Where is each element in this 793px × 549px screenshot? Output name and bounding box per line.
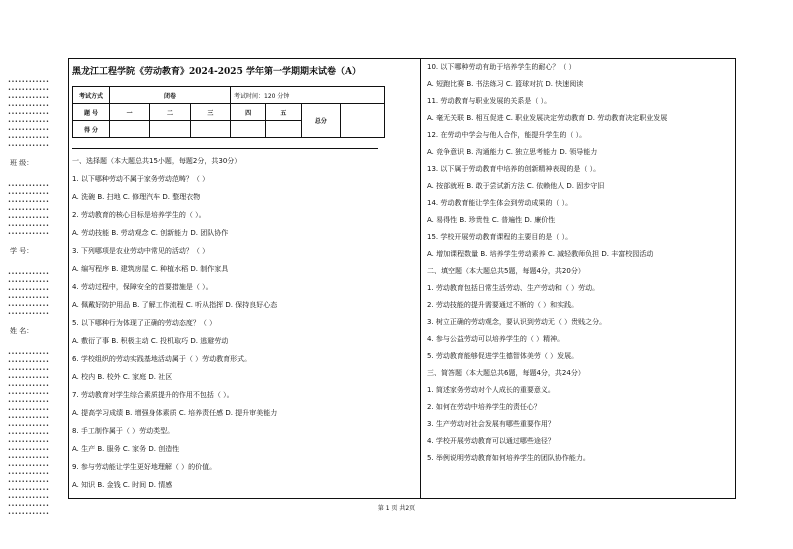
page-footer: 第 1 页 共2页 bbox=[377, 505, 416, 512]
binding-dots-18: •••••••••••• bbox=[8, 287, 50, 293]
binding-dots-top: •••••••••••• bbox=[8, 79, 50, 85]
binding-dots-41: •••••••••••• bbox=[8, 503, 50, 509]
binding-dots-6: •••••••••••• bbox=[8, 127, 50, 133]
binding-dots-29: •••••••••••• bbox=[8, 407, 50, 413]
question-text: 2. 劳动技能的提升需要通过不断的（ ）和实践。 bbox=[427, 301, 579, 309]
binding-dots-12: •••••••••••• bbox=[8, 207, 50, 213]
question-text: 12. 在劳动中学会与他人合作，能提升学生的（ ）。 bbox=[427, 131, 587, 139]
binding-dots-11: •••••••••••• bbox=[8, 199, 50, 205]
binding-dots-1: •••••••••••• bbox=[8, 87, 50, 93]
question-text: 13. 以下属于劳动教育中培养的创新精神表现的是（ ）。 bbox=[427, 165, 601, 173]
question-text: 1. 劳动教育包括日常生活劳动、生产劳动和（ ）劳动。 bbox=[427, 284, 600, 292]
binding-dots-8: •••••••••••• bbox=[8, 143, 50, 149]
header-separator bbox=[72, 148, 378, 149]
binding-dots-27: •••••••••••• bbox=[8, 391, 50, 397]
total-score-cell bbox=[341, 104, 385, 138]
binding-dots-22: •••••••••••• bbox=[8, 351, 50, 357]
binding-dots-31: •••••••••••• bbox=[8, 423, 50, 429]
binding-dots-32: •••••••••••• bbox=[8, 431, 50, 437]
score-cell-5 bbox=[266, 121, 301, 138]
question-text: 14. 劳动教育能让学生体会到劳动成果的（ ）。 bbox=[427, 199, 573, 207]
total-label: 总分 bbox=[301, 104, 341, 138]
exam-time: 考试时间：120 分钟 bbox=[231, 87, 385, 104]
question-text: 7. 劳动教育对学生综合素质提升的作用不包括（ ）。 bbox=[72, 391, 234, 399]
binding-dots-21: •••••••••••• bbox=[8, 311, 50, 317]
binding-dots-14: •••••••••••• bbox=[8, 223, 50, 229]
binding-dots-2: •••••••••••• bbox=[8, 95, 50, 101]
answer-options: A. 知识 B. 金钱 C. 时间 D. 情感 bbox=[72, 481, 173, 489]
question-text: 3. 树立正确的劳动观念，要认识到劳动无（ ）贵贱之分。 bbox=[427, 318, 607, 326]
exam-title: 黑龙江工程学院《劳动教育》2024-2025 学年第一学期期末试卷（A） bbox=[72, 67, 361, 77]
question-text: 15. 学校开展劳动教育课程的主要目的是（ ）。 bbox=[427, 233, 573, 241]
binding-dots-24: •••••••••••• bbox=[8, 367, 50, 373]
question-text: 4. 学校开展劳动教育可以通过哪些途径？ bbox=[427, 437, 555, 445]
answer-options: A. 易得性 B. 珍贵性 C. 普遍性 D. 廉价性 bbox=[427, 216, 556, 224]
binding-dots-28: •••••••••••• bbox=[8, 399, 50, 405]
question-text: 11. 劳动教育与职业发展的关系是（ ）。 bbox=[427, 97, 552, 105]
score-cell-3 bbox=[190, 121, 230, 138]
question-text: 1. 简述家务劳动对个人成长的重要意义。 bbox=[427, 386, 555, 394]
exam-method-label: 考试方式 bbox=[73, 87, 110, 104]
binding-dots-33: •••••••••••• bbox=[8, 439, 50, 445]
class-label: 班 级： bbox=[10, 159, 34, 167]
binding-dots-9: •••••••••••• bbox=[8, 183, 50, 189]
student-id-label: 学 号： bbox=[10, 247, 34, 255]
col-header-3: 三 bbox=[190, 104, 230, 121]
answer-options: A. 竞争意识 B. 沟通能力 C. 独立思考能力 D. 领导能力 bbox=[427, 148, 598, 156]
binding-dots-26: •••••••••••• bbox=[8, 383, 50, 389]
binding-dots-36: •••••••••••• bbox=[8, 463, 50, 469]
column-divider bbox=[420, 59, 421, 498]
question-no-label: 题 号 bbox=[73, 104, 110, 121]
binding-dots-25: •••••••••••• bbox=[8, 375, 50, 381]
binding-dots-39: •••••••••••• bbox=[8, 487, 50, 493]
question-text: 8. 手工制作属于（ ）劳动类型。 bbox=[72, 427, 175, 435]
binding-dots-40: •••••••••••• bbox=[8, 495, 50, 501]
answer-options: A. 编写程序 B. 建筑房屋 C. 种植水稻 D. 制作家具 bbox=[72, 265, 229, 273]
score-cell-1 bbox=[110, 121, 150, 138]
binding-dots-23: •••••••••••• bbox=[8, 359, 50, 365]
answer-options: A. 生产 B. 服务 C. 家务 D. 创造性 bbox=[72, 445, 180, 453]
col-header-1: 一 bbox=[110, 104, 150, 121]
binding-dots-10: •••••••••••• bbox=[8, 191, 50, 197]
binding-dots-4: •••••••••••• bbox=[8, 111, 50, 117]
answer-options: A. 劳动技能 B. 劳动观念 C. 创新能力 D. 团队协作 bbox=[72, 229, 229, 237]
name-label: 姓 名： bbox=[10, 327, 34, 335]
question-text: 3. 生产劳动对社会发展有哪些重要作用？ bbox=[427, 420, 555, 428]
exam-method-value: 闭卷 bbox=[110, 87, 231, 104]
col-header-5: 五 bbox=[266, 104, 301, 121]
answer-options: A. 按部就班 B. 敢于尝试新方法 C. 依赖他人 D. 固步守旧 bbox=[427, 182, 605, 190]
right-column bbox=[427, 63, 733, 471]
exam-paper bbox=[68, 58, 736, 499]
answer-options: A. 洗碗 B. 扫地 C. 修理汽车 D. 整理衣物 bbox=[72, 193, 201, 201]
answer-options: A. 敷衍了事 B. 积极主动 C. 投机取巧 D. 逃避劳动 bbox=[72, 337, 229, 345]
question-text: 5. 劳动教育能够促进学生德智体美劳（ ）发展。 bbox=[427, 352, 579, 360]
binding-dots-42: •••••••••••• bbox=[8, 511, 50, 517]
question-text: 4. 参与公益劳动可以培养学生的（ ）精神。 bbox=[427, 335, 565, 343]
binding-dots-17: •••••••••••• bbox=[8, 279, 50, 285]
binding-dots-3: •••••••••••• bbox=[8, 103, 50, 109]
binding-dots-5: •••••••••••• bbox=[8, 119, 50, 125]
question-text: 2. 劳动教育的核心目标是培养学生的（ ）。 bbox=[72, 211, 206, 219]
answer-options: A. 校内 B. 校外 C. 家庭 D. 社区 bbox=[72, 373, 173, 381]
col-header-2: 二 bbox=[150, 104, 190, 121]
question-text: 6. 学校组织的劳动实践基地活动属于（ ）劳动教育形式。 bbox=[72, 355, 252, 363]
score-cell-4 bbox=[231, 121, 266, 138]
answer-options: A. 提高学习成绩 B. 增强身体素质 C. 培养责任感 D. 提升审美能力 bbox=[72, 409, 278, 417]
binding-dots-37: •••••••••••• bbox=[8, 471, 50, 477]
binding-dots-16: •••••••••••• bbox=[8, 271, 50, 277]
left-column bbox=[72, 157, 412, 499]
binding-dots-13: •••••••••••• bbox=[8, 215, 50, 221]
question-text: 2. 如何在劳动中培养学生的责任心？ bbox=[427, 403, 541, 411]
section-heading: 一、选择题（本大题总共15小题，每题2分，共30分） bbox=[72, 157, 242, 165]
question-text: 9. 参与劳动能让学生更好地理解（ ）的价值。 bbox=[72, 463, 217, 471]
score-label: 得 分 bbox=[73, 121, 110, 138]
binding-dots-35: •••••••••••• bbox=[8, 455, 50, 461]
binding-dots-7: •••••••••••• bbox=[8, 135, 50, 141]
score-table bbox=[72, 86, 385, 138]
binding-dots-20: •••••••••••• bbox=[8, 303, 50, 309]
question-text: 10. 以下哪种劳动有助于培养学生的耐心？（ ） bbox=[427, 63, 576, 71]
col-header-4: 四 bbox=[231, 104, 266, 121]
binding-dots-38: •••••••••••• bbox=[8, 479, 50, 485]
score-cell-2 bbox=[150, 121, 190, 138]
answer-options: A. 佩戴好防护用品 B. 了解工作流程 C. 听从指挥 D. 保持良好心态 bbox=[72, 301, 278, 309]
binding-dots-15: •••••••••••• bbox=[8, 231, 50, 237]
question-text: 1. 以下哪种劳动不属于家务劳动范畴？（ ） bbox=[72, 175, 210, 183]
question-text: 4. 劳动过程中，保障安全的首要措施是（ ）。 bbox=[72, 283, 213, 291]
question-text: 3. 下列哪项是农业劳动中常见的活动？（ ） bbox=[72, 247, 210, 255]
binding-dots-34: •••••••••••• bbox=[8, 447, 50, 453]
section-heading: 三、简答题（本大题总共6题，每题4分，共24分） bbox=[427, 369, 585, 377]
section-heading: 二、填空题（本大题总共5题，每题4分，共20分） bbox=[427, 267, 585, 275]
answer-options: A. 短跑比赛 B. 书法练习 C. 篮球对抗 D. 快速阅读 bbox=[427, 80, 584, 88]
question-text: 5. 以下哪种行为体现了正确的劳动态度？（ ） bbox=[72, 319, 217, 327]
answer-options: A. 毫无关联 B. 相互促进 C. 职业发展决定劳动教育 D. 劳动教育决定职业发展 bbox=[427, 114, 668, 122]
answer-options: A. 增加课程数量 B. 培养学生劳动素养 C. 减轻教师负担 D. 丰富校园活动 bbox=[427, 250, 654, 258]
binding-dots-19: •••••••••••• bbox=[8, 295, 50, 301]
question-text: 5. 举例说明劳动教育如何培养学生的团队协作能力。 bbox=[427, 454, 590, 462]
binding-dots-30: •••••••••••• bbox=[8, 415, 50, 421]
binding-strip bbox=[8, 78, 64, 518]
